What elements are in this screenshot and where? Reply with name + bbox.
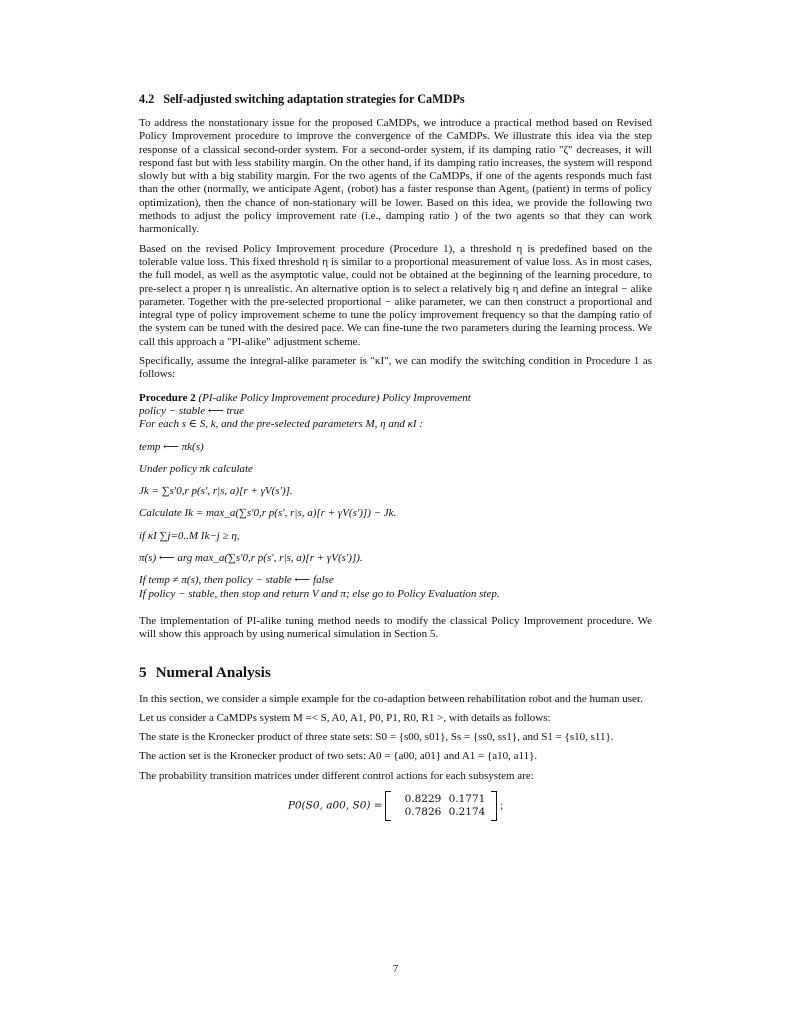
- section-4-2-heading: [139, 92, 652, 107]
- matrix-cell: 0.8229: [404, 792, 442, 805]
- matrix-row: [397, 806, 485, 819]
- procedure-line: policy − stable ⟵ true: [139, 404, 245, 417]
- matrix-cell: 0.2174: [448, 805, 486, 818]
- paragraph: To address the nonstationary issue for the proposed CaMDPs, we introduce a practical method based on Revised Policy Improvement procedure to improve the convergence of the CaMDPs. We illustrate this idea via the step response of a classical second-order system. For a second-order system, if its damping ratio "ζ" decreases, it will respond fast but with less stability margin. On the other hand, if its damping ratio increases, the system will respond slowly but with a big stability margin. For the two agents of the CaMDPs, if one of the agents responds much fast than the other (normally, we anticipate Agent₁ (robot) has a faster response than Agent₀ (patient) in terms of policy optimization), then the chance of non-stationary will be lower. Based on this idea, we provide the following two methods to adjust the policy improvement rate (i.e., damping ratio ) of the two agents so that they can work harmonically.: [139, 117, 652, 236]
- procedure-line: temp ⟵ πk(s): [139, 440, 204, 453]
- paragraph: The implementation of PI-alike tuning method needs to modify the classical Policy Improvement procedure. We will show this approach by using numerical simulation in Section 5.: [139, 614, 652, 641]
- matrix-row: [397, 793, 485, 806]
- procedure-heading: [139, 392, 652, 405]
- procedure-line: Under policy πk calculate: [139, 462, 253, 475]
- procedure-line: Calculate Ik = max_a(∑s′0,r p(s′, r|s, a)[r + γV(s′)]) − Jk.: [139, 507, 397, 520]
- procedure-line: Jk = ∑s′0,r p(s′, r|s, a)[r + γV(s′)].: [139, 485, 293, 498]
- procedure-subtitle: (PI-alike Policy Improvement procedure) Policy Improvement: [198, 391, 471, 404]
- matrix-bracket-right: [491, 791, 497, 821]
- paragraph: The probability transition matrices under different control actions for each subsystem are:: [139, 769, 534, 782]
- procedure-label: Procedure 2: [139, 391, 196, 404]
- paragraph: Specifically, assume the integral-alike parameter is "κI", we can modify the switching condition in Procedure 1 as follows:: [139, 355, 652, 381]
- section-number: 4.2: [139, 92, 155, 106]
- section-5-heading: [139, 664, 652, 682]
- matrix-trailing: ;: [500, 799, 504, 812]
- procedure-line: if κI ∑j=0..M Ik−j ≥ η,: [139, 529, 240, 542]
- matrix-cell: 0.7826: [404, 805, 442, 818]
- section-number: 5: [139, 663, 147, 681]
- paragraph: Based on the revised Policy Improvement procedure (Procedure 1), a threshold η is predefined based on the tolerable value loss. This fixed threshold η is similar to a proportional measurement of value loss. As in most cases, the full model, as well as the asymptotic value, could not be obtained at the beginning of the learning procedure, to pre-select a proper η is unrealistic. An alternative option is to select a relatively big η and define an integral − alike parameter. Together with the pre-selected proportional − alike parameter, we can then construct a proportional and integral type of policy improvement scheme to tune the policy improvement frequency so that the damping ratio of the system can be tuned with the desired pace. We can fine-tune the two parameters during the learning process. We call this approach a "PI-alike" adjustment scheme.: [139, 242, 652, 348]
- procedure-line: For each s ∈ S, k, and the pre-selected parameters M, η and κI :: [139, 418, 423, 431]
- matrix-lhs: P0(S0, a00, S0) =: [287, 799, 383, 812]
- section-title: Self-adjusted switching adaptation strategies for CaMDPs: [163, 92, 465, 106]
- procedure-line: π(s) ⟵ arg max_a(∑s′0,r p(s′, r|s, a)[r + γV(s′)]).: [139, 552, 363, 565]
- paragraph: Let us consider a CaMDPs system M =< S, A0, A1, P0, P1, R0, R1 >, with details as follows:: [139, 711, 551, 724]
- page-body: [139, 92, 652, 821]
- paragraph: The action set is the Kronecker product of two sets: A0 = {a00, a01} and A1 = {a10, a11}.: [139, 750, 538, 763]
- procedure-line: If policy − stable, then stop and return V and π; else go to Policy Evaluation step.: [139, 587, 500, 600]
- procedure-2: [139, 392, 652, 601]
- section-title: Numeral Analysis: [155, 663, 271, 681]
- matrix-equation: [139, 791, 652, 821]
- paragraph: The state is the Kronecker product of three state sets: S0 = {s00, s01}, Ss = {ss0, ss1}, and S1 = {s10, s11}.: [139, 731, 614, 744]
- matrix: [385, 791, 497, 821]
- matrix-cell: 0.1771: [448, 792, 486, 805]
- page-number: 7: [392, 963, 399, 975]
- procedure-line: If temp ≠ π(s), then policy − stable ⟵ false: [139, 574, 334, 587]
- paragraph: In this section, we consider a simple example for the co-adaption between rehabilitation robot and the human user.: [139, 692, 643, 705]
